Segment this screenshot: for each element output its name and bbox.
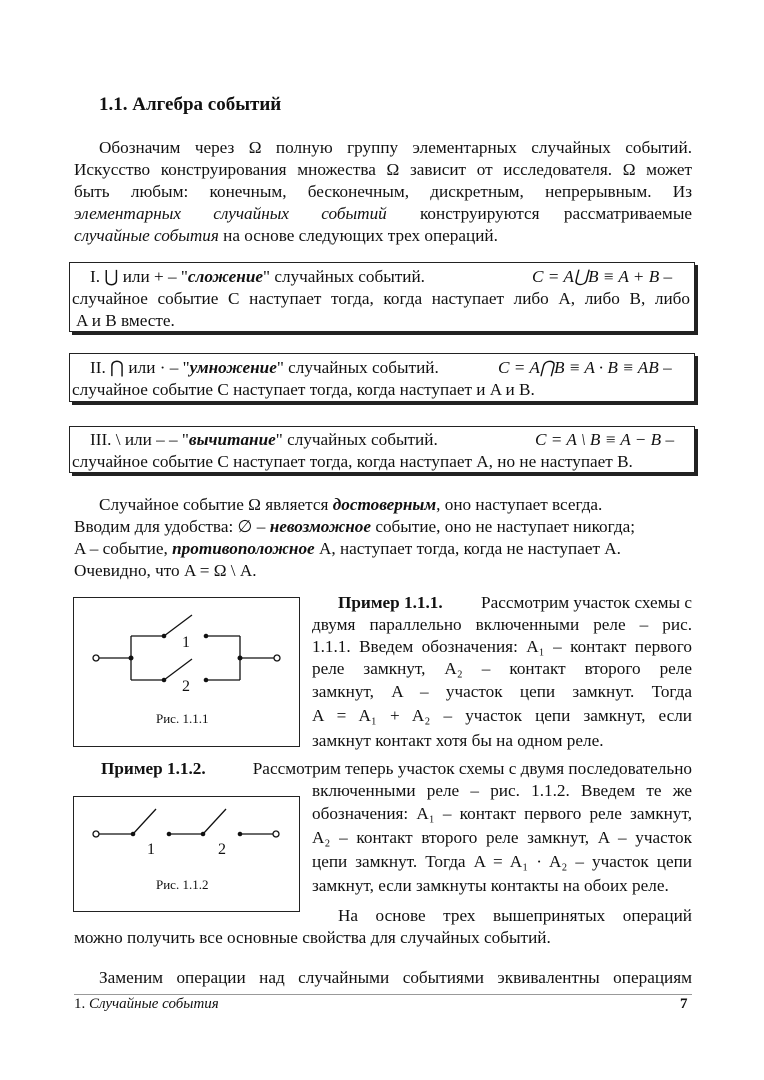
box-sum-suffix: " случайных событий. <box>263 267 425 286</box>
example1-label: Пример 1.1.1. <box>338 593 443 612</box>
box-product-formula <box>498 357 672 379</box>
terminal-right <box>273 831 279 837</box>
example1-line-4: реле замкнут, A₂ – контакт второго реле <box>312 659 692 678</box>
box-product-prefix: II. ⋂ или · – " <box>90 358 190 377</box>
para3-line-2: можно получить все основные свойства для случайных событий. <box>74 928 551 947</box>
box-sum-line-1 <box>90 266 425 288</box>
box-diff-prefix: III. \ или – – " <box>90 430 189 449</box>
box-product-term: умножение <box>189 358 277 377</box>
terminal-left <box>93 831 99 837</box>
para3-line-1: На основе трех вышепринятых операций <box>338 906 692 925</box>
box-diff-line-2: случайное событие C наступает тогда, когда наступает A, но не наступает B. <box>72 452 633 471</box>
intro-italic-term: элементарных случайных событий <box>74 204 387 223</box>
intro-italic-term-2: случайные события <box>74 226 219 245</box>
intro-line-4 <box>74 203 692 225</box>
definition-box-sum <box>69 262 695 332</box>
figure-2-caption: Рис. 1.1.2 <box>156 877 209 892</box>
figure-1-caption: Рис. 1.1.1 <box>156 711 209 726</box>
footer-chapter <box>74 996 219 1013</box>
intro-line-2: Искусство конструирования множества Ω зависит от исследователя. Ω может <box>74 160 692 179</box>
para2-term-opposite: противоположное <box>172 539 315 558</box>
example2-line-3: обозначения: A₁ – контакт первого реле замкнут, <box>312 804 692 823</box>
box-diff-suffix: " случайных событий. <box>275 430 438 449</box>
example2-line-2: включенными реле – рис. 1.1.2. Введем те же <box>312 781 692 800</box>
figure-series-circuit <box>73 796 300 912</box>
example1-line-6: A = A₁ + A₂ – участок цепи замкнут, если <box>312 706 692 725</box>
example2-label: Пример 1.1.2. <box>101 759 206 778</box>
box-sum-prefix: I. ⋃ или + – " <box>90 267 188 286</box>
example2-line-4: A₂ – контакт второго реле замкнут, A – участок <box>312 828 692 847</box>
example1-line-1 <box>338 592 692 614</box>
box-product-line-1 <box>90 357 439 379</box>
box-sum-term: сложение <box>187 267 264 286</box>
box-product-formula-text: C = A⋂B ≡ A · B ≡ AB – <box>498 358 672 377</box>
footer-chapter-title: Случайные события <box>89 996 219 1012</box>
box-diff-formula <box>535 429 674 451</box>
para2-line-1 <box>99 494 602 516</box>
intro-line-5 <box>74 225 498 247</box>
footer-divider <box>74 994 692 995</box>
para2-l2-b: событие, оно не наступает никогда; <box>375 517 635 536</box>
example2-line-6: замкнут, если замкнуты контакты на обоих реле. <box>312 876 669 895</box>
para4-line-1: Заменим операции над случайными событиями эквивалентны операциям <box>99 968 692 987</box>
definition-box-product <box>69 353 695 402</box>
para2-l3-a: A – событие, <box>74 539 168 558</box>
para2-line-4: Очевидно, что A = Ω \ A. <box>74 561 257 580</box>
box-sum-formula-text: C = A⋃B ≡ A + B – <box>532 267 673 286</box>
para2-line-2 <box>74 516 635 538</box>
example1-line-3: 1.1.1. Введем обозначения: A₁ – контакт первого <box>312 637 692 656</box>
definition-box-difference <box>69 426 695 473</box>
example1-line-7: замкнут контакт хотя бы на одном реле. <box>312 731 604 750</box>
box-sum-line-2: случайное событие C наступает тогда, когда наступает либо A, либо B, либо <box>72 289 690 308</box>
series-circuit-diagram <box>74 797 299 911</box>
relay-label-2: 2 <box>218 841 226 858</box>
box-diff-line-1 <box>90 429 438 451</box>
section-heading: 1.1. Алгебра событий <box>99 94 282 115</box>
example2-line-5: цепи замкнут. Тогда A = A₁ · A₂ – участок цепи <box>312 852 692 871</box>
relay-label-1: 1 <box>182 634 190 651</box>
intro-line-4-rest: конструируются рассматриваемые <box>419 204 692 223</box>
para2-term-impossible: невозможное <box>269 517 372 536</box>
terminal-left <box>93 655 99 661</box>
example1-line-1-text: Рассмотрим участок схемы с <box>481 593 692 612</box>
box-diff-formula-text: C = A \ B ≡ A − B – <box>535 430 675 449</box>
box-diff-term: вычитание <box>188 430 276 449</box>
page-number: 7 <box>680 996 688 1012</box>
intro-line-1: Обозначим через Ω полную группу элементарных случайных событий. <box>99 138 692 157</box>
para2-l1-a: Случайное событие Ω является <box>99 495 329 514</box>
para2-l1-b: , оно наступает всегда. <box>436 495 603 514</box>
box-product-line-2: случайное событие C наступает тогда, когда наступает и A и B. <box>72 380 535 399</box>
para2-l3-b: A, наступает тогда, когда не наступает A. <box>318 539 621 558</box>
example1-line-2: двумя параллельно включенными реле – рис. <box>312 615 692 634</box>
figure-parallel-circuit <box>73 597 300 747</box>
para2-term-certain: достоверным <box>332 495 437 514</box>
relay-label-2: 2 <box>182 678 190 695</box>
box-product-suffix: " случайных событий. <box>276 358 439 377</box>
box-sum-line-3: A и B вместе. <box>76 311 175 330</box>
example1-line-5: замкнут, A – участок цепи замкнут. Тогда <box>312 682 692 701</box>
intro-line-5-rest: на основе следующих трех операций. <box>223 226 498 245</box>
intro-line-3: быть любым: конечным, бесконечным, дискретным, непрерывным. Из <box>74 182 692 201</box>
para2-line-3 <box>74 538 621 560</box>
relay-label-1: 1 <box>147 841 155 858</box>
terminal-right <box>274 655 280 661</box>
example2-line-1-text: Рассмотрим теперь участок схемы с двумя последовательно <box>252 759 692 778</box>
example2-line-1 <box>101 758 692 780</box>
para2-l2-a: Вводим для удобства: ∅ – <box>74 517 266 536</box>
footer-chapter-number: 1. <box>74 996 86 1012</box>
box-sum-formula <box>532 266 672 288</box>
